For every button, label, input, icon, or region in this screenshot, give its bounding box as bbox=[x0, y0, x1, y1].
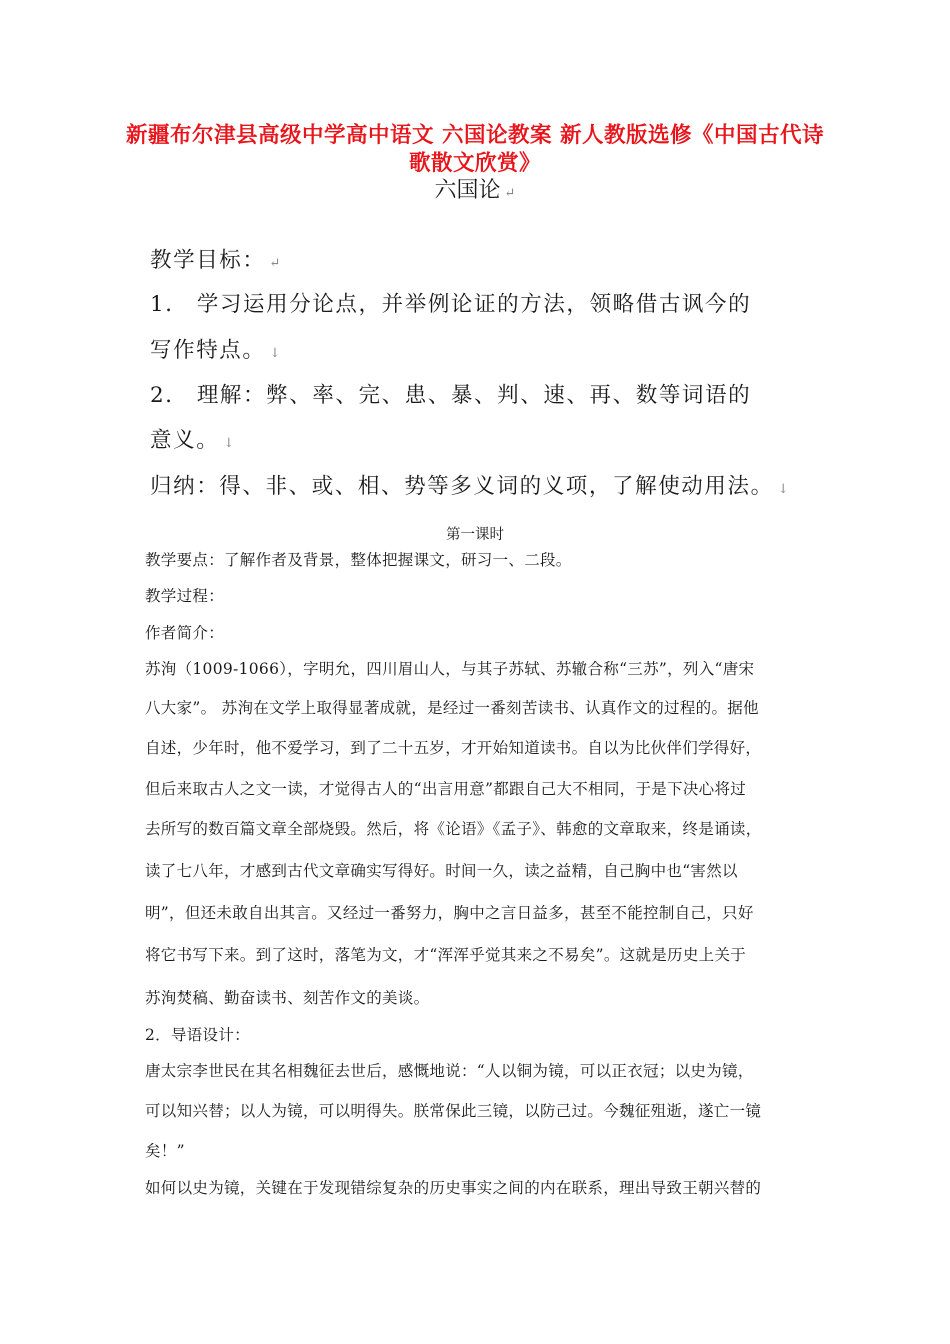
objectives-summary-text: 归纳：得、非、或、相、势等多义词的义项，了解使动用法。 bbox=[150, 474, 774, 499]
paragraph-mark-icon: ↵ bbox=[269, 256, 281, 271]
line-break-icon: ↓ bbox=[223, 436, 235, 451]
objectives-summary bbox=[150, 472, 789, 505]
body-line: 可以知兴替；以人为镜，可以明得失。朕常保此三镜，以防己过。今魏征殂逝，遂亡一镜 bbox=[145, 1102, 762, 1120]
line-break-icon: ↓ bbox=[269, 346, 281, 361]
body-line: 明”，但还未敢自出其言。又经过一番努力，胸中之言日益多，甚至不能控制自己，只好 bbox=[145, 904, 754, 922]
objective-2-line-2-text: 意义。 bbox=[150, 428, 220, 453]
body-line: 读了七八年，才感到古代文章确实写得好。时间一久，读之益精，自己胸中也“害然以 bbox=[145, 862, 738, 880]
body-line: 八大家”。 苏洵在文学上取得显著成就，是经过一番刻苦读书、认真作文的过程的。据他 bbox=[145, 699, 759, 717]
body-line: 唐太宗李世民在其名相魏征去世后，感慨地说：“人以铜为镜，可以正衣冠；以史为镜， bbox=[145, 1062, 754, 1080]
objective-2-line-1: 2． 理解：弊、率、完、患、暴、判、速、再、数等词语的 bbox=[150, 383, 752, 408]
body-line: 将它书写下来。到了这时，落笔为文，才“浑浑乎觉其来之不易矣”。这就是历史上关于 bbox=[145, 946, 747, 964]
objectives-heading-text: 教学目标： bbox=[150, 248, 266, 273]
lesson-title: 第一课时 bbox=[446, 527, 504, 543]
body-line: 苏洵（1009-1066），字明允，四川眉山人，与其子苏轼、苏辙合称“三苏”，列入“唐宋 bbox=[145, 660, 755, 678]
body-line: 作者简介： bbox=[145, 624, 225, 642]
essay-subtitle bbox=[0, 176, 950, 209]
essay-subtitle-text: 六国论 bbox=[434, 178, 501, 203]
body-line: 苏洵焚稿、勤奋读书、刻苦作文的美谈。 bbox=[145, 989, 430, 1007]
paragraph-mark-icon: ↵ bbox=[504, 186, 516, 201]
objective-1-line-2 bbox=[150, 336, 280, 369]
document-title: 新疆布尔津县高级中学高中语文 六国论教案 新人教版选修《中国古代诗歌散文欣赏》 bbox=[126, 123, 824, 176]
body-line: 自述，少年时，他不爱学习，到了二十五岁，才开始知道读书。自以为比伙伴们学得好， bbox=[145, 739, 762, 757]
objective-2-line-2 bbox=[150, 426, 234, 459]
objectives-heading bbox=[150, 246, 280, 279]
body-line: 去所写的数百篇文章全部烧毁。然后，将《论语》《孟子》、韩愈的文章取来，终是诵读， bbox=[145, 820, 762, 838]
body-line: 教学要点：了解作者及背景，整体把握课文，研习一、二段。 bbox=[145, 551, 572, 569]
body-line: 2．导语设计： bbox=[145, 1026, 250, 1044]
body-line: 矣！” bbox=[145, 1142, 185, 1160]
body-line: 教学过程： bbox=[145, 587, 225, 605]
objective-1-line-2-text: 写作特点。 bbox=[150, 338, 266, 363]
line-break-icon: ↓ bbox=[777, 482, 789, 497]
body-line: 如何以史为镜，关键在于发现错综复杂的历史事实之间的内在联系，理出导致王朝兴替的 bbox=[145, 1179, 762, 1197]
objective-1-line-1: 1． 学习运用分论点，并举例论证的方法，领略借古讽今的 bbox=[150, 292, 752, 317]
body-line: 但后来取古人之文一读，才觉得古人的“出言用意”都跟自己大不相同，于是下决心将过 bbox=[145, 780, 747, 798]
